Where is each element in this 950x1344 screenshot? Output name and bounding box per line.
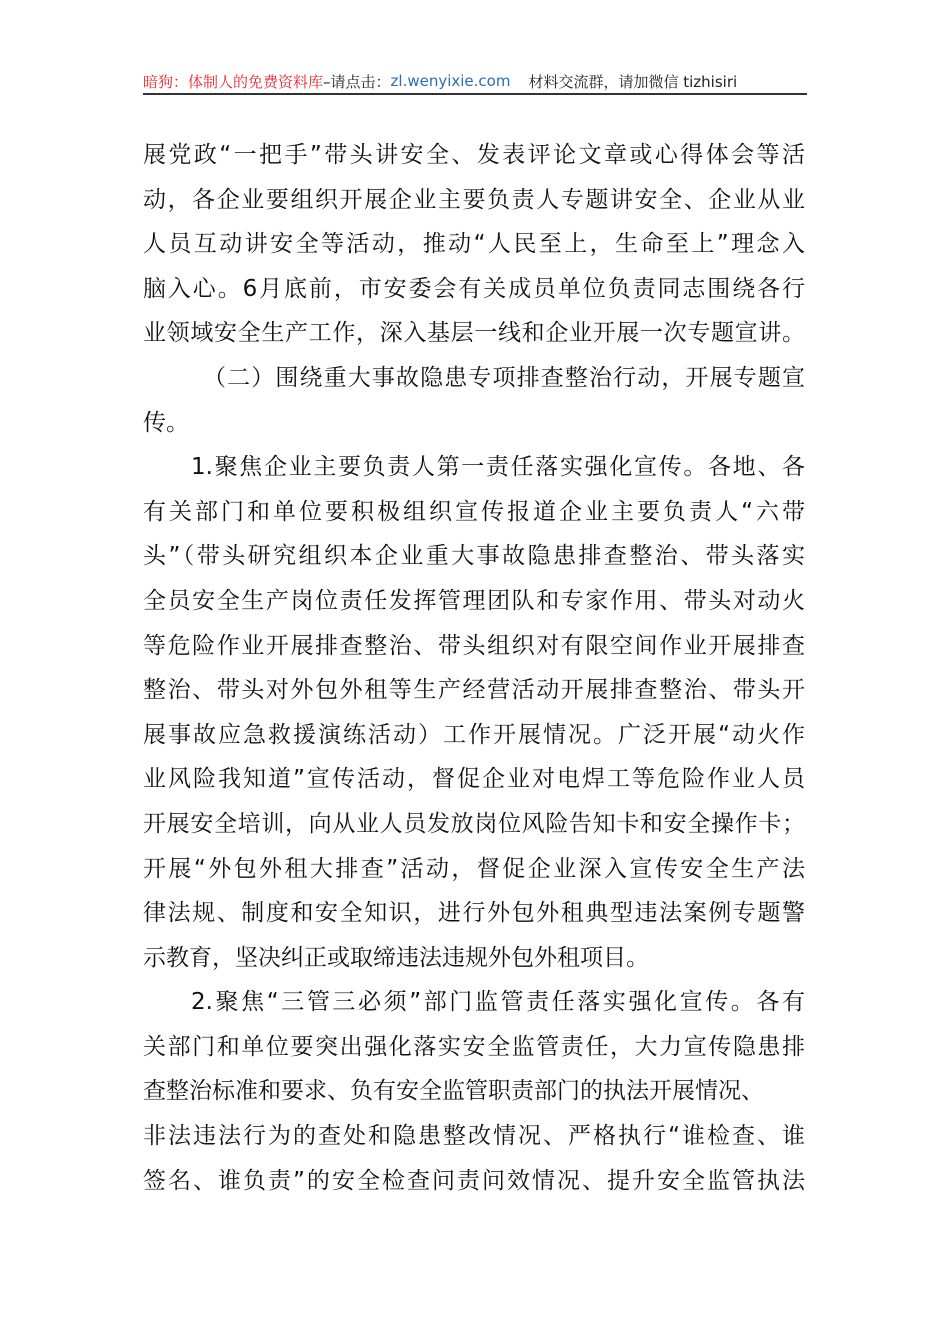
header-url-link[interactable]: zl.wenyixie.com xyxy=(390,72,511,90)
text-line: 人员互动讲安全等活动，推动“人民至上，生命至上”理念入 xyxy=(143,231,805,258)
text-line: 关部门和单位要突出强化落实安全监管责任，大力宣传隐患排 xyxy=(143,1033,805,1060)
text-line: 展党政“一把手”带头讲安全、发表评论文章或心得体会等活 xyxy=(143,142,805,168)
text-line: 开展安全培训，向从业人员发放岗位风险告知卡和安全操作卡； xyxy=(143,810,805,837)
text-line: 有关部门和单位要积极组织宣传报道企业主要负责人“六带 xyxy=(143,498,805,525)
document-body xyxy=(143,133,805,1203)
text-line: 动，各企业要组织开展企业主要负责人专题讲安全、企业从业 xyxy=(143,186,805,213)
text-line: 整治、带头对外包外租等生产经营活动开展排查整治、带头开 xyxy=(143,677,805,704)
text-line: 律法规、制度和安全知识，进行外包外租典型违法案例专题警 xyxy=(143,900,805,927)
text-line: 签名、谁负责”的安全检查问责问效情况、提升安全监管执法 xyxy=(143,1167,805,1194)
text-line: 查整治标准和要求、负有安全监管职责部门的执法开展情况、 xyxy=(143,1078,764,1105)
header-contact: 材料交流群，请加微信 tizhisiri xyxy=(528,72,738,91)
text-line: 传。 xyxy=(143,409,189,436)
text-line: 开展“外包外租大排查”活动，督促企业深入宣传安全生产法 xyxy=(143,855,805,882)
text-line: 业风险我知道”宣传活动，督促企业对电焊工等危险作业人员 xyxy=(143,766,805,793)
text-line: 全员安全生产岗位责任发挥管理团队和专家作用、带头对动火 xyxy=(143,587,805,614)
text-line: 业领域安全生产工作，深入基层一线和企业开展一次专题宣讲。 xyxy=(143,320,805,347)
paragraph-start: 1.聚焦企业主要负责人第一责任落实强化宣传。各地、各 xyxy=(191,454,805,481)
text-line: 等危险作业开展排查整治、带头组织对有限空间作业开展排查 xyxy=(143,632,805,659)
text-line: 头”（带头研究组织本企业重大事故隐患排查整治、带头落实 xyxy=(143,543,805,570)
section-heading: （二）围绕重大事故隐患专项排查整治行动，开展专题宣 xyxy=(203,364,805,391)
header-divider xyxy=(143,93,807,95)
header-click-prompt: –请点击： xyxy=(323,72,391,91)
text-line: 脑入心。6月底前，市安委会有关成员单位负责同志围绕各行 xyxy=(143,275,805,302)
text-line: 非法违法行为的查处和隐患整改情况、严格执行“谁检查、谁 xyxy=(143,1123,805,1150)
page-header xyxy=(143,70,805,92)
header-site-name: 暗狗：体制人的免费资料库 xyxy=(143,72,324,91)
text-line: 示教育，坚决纠正或取缔违法违规外包外租项目。 xyxy=(143,944,649,971)
text-line: 展事故应急救援演练活动）工作开展情况。广泛开展“动火作 xyxy=(143,721,805,748)
paragraph-start: 2.聚焦“三管三必须”部门监管责任落实强化宣传。各有 xyxy=(191,989,805,1016)
